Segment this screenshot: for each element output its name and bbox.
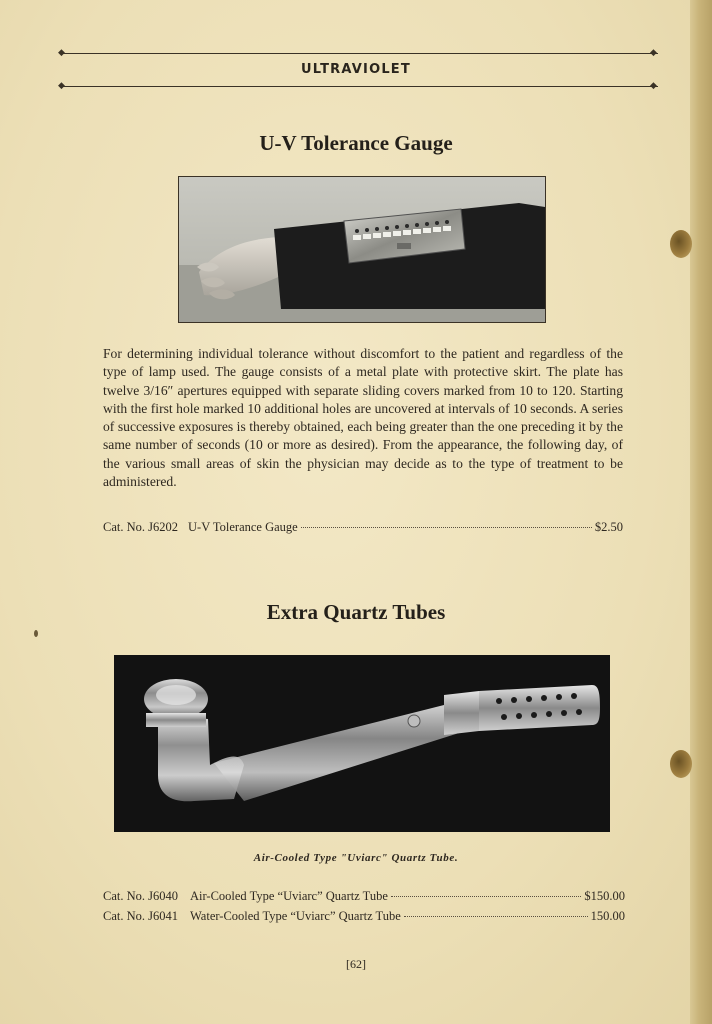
header-rule-top <box>62 53 658 54</box>
ink-speck <box>34 630 38 637</box>
dot-leader <box>391 896 581 897</box>
catalog-number: Cat. No. J6041 <box>103 909 178 923</box>
catalog-item-name: U-V Tolerance Gauge <box>188 520 298 534</box>
header-rule-bottom <box>62 86 658 87</box>
quartz-tube-photo <box>114 655 610 832</box>
catalog-line <box>103 520 623 535</box>
tube-caption: Air-Cooled Type "Uviarc" Quartz Tube. <box>253 852 459 864</box>
rule-ornament: ◆ <box>58 81 65 91</box>
catalog-number: Cat. No. J6202 <box>103 520 178 534</box>
rule-ornament: ◆ <box>58 48 65 58</box>
page-number: [62] <box>346 957 366 971</box>
catalog-item-name: Air-Cooled Type “Uviarc” Quartz Tube <box>190 889 388 903</box>
dot-leader <box>301 527 592 528</box>
catalog-price: $150.00 <box>584 889 625 903</box>
section-header: ULTRAVIOLET <box>301 62 411 77</box>
catalog-line <box>103 909 625 924</box>
gauge-photo <box>178 176 546 323</box>
catalog-item-name: Water-Cooled Type “Uviarc” Quartz Tube <box>190 909 401 923</box>
catalog-line <box>103 889 625 904</box>
binder-hole-bottom <box>670 750 692 778</box>
gauge-title: U-V Tolerance Gauge <box>259 131 453 155</box>
gauge-illustration <box>179 177 545 322</box>
tubes-title: Extra Quartz Tubes <box>266 600 446 624</box>
quartz-tube-illustration <box>114 655 610 832</box>
rule-ornament: ◆ <box>650 81 657 91</box>
catalog-price: $2.50 <box>594 520 623 534</box>
catalog-number: Cat. No. J6040 <box>103 889 178 903</box>
rule-ornament: ◆ <box>650 48 657 58</box>
binder-hole-top <box>670 230 692 258</box>
dot-leader <box>404 916 588 917</box>
catalog-price: 150.00 <box>590 909 625 923</box>
gauge-description: For determining individual tolerance without discomfort to the patient and regardless of the type of lamp used. The gauge consists of a metal plate with protective skirt. The plate has twelve 3/16″ apertures equipped with separate sliding covers marked from 10 to 120. Starting with the first hole marked 10 additional holes are uncovered at intervals of 10 seconds. A series of successive exposures is thereby obtained, each being greater than the one preceding it by the same number of seconds (10 or more as desired). From the appearance, the following day, of the various small areas of skin the physician may decide as to the type of treatment to be administered. <box>103 346 623 490</box>
